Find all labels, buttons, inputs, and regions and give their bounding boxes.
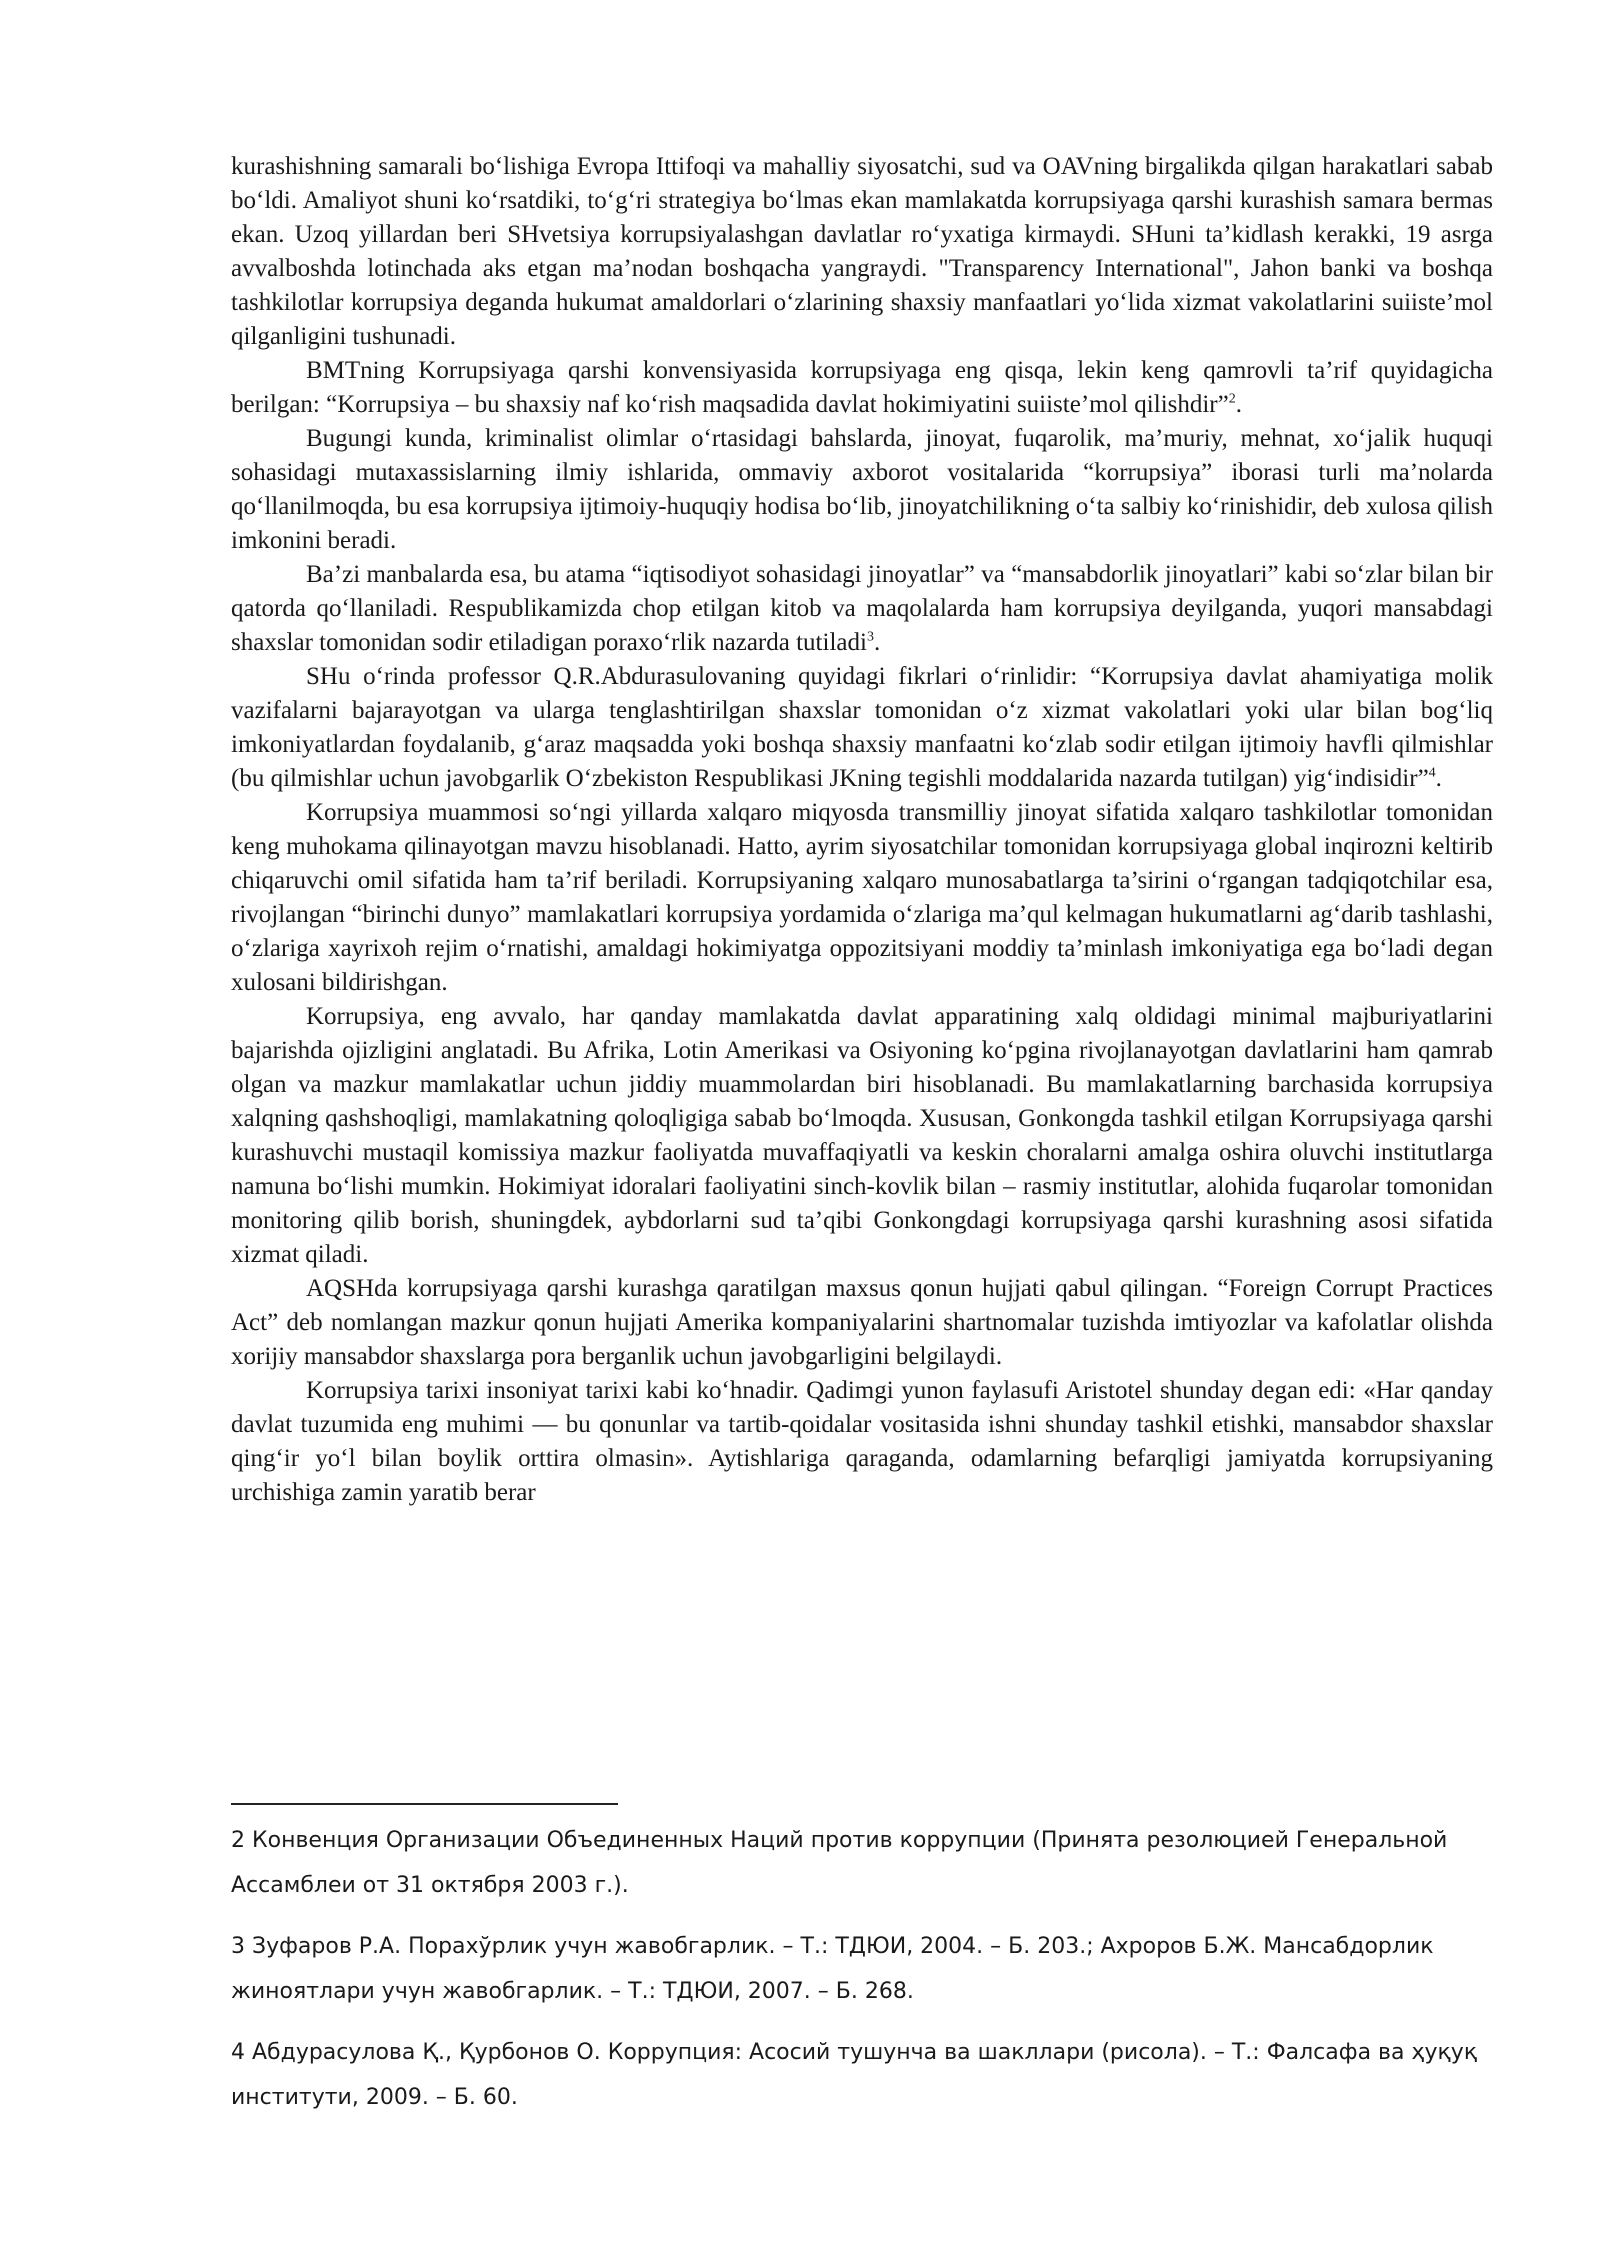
footnote-ref-4[interactable]: 4 [1428, 765, 1436, 781]
paragraph-3: Bugungi kunda, kriminalist olimlar o‘rtasidagi bahslarda, jinoyat, fuqarolik, ma’muriy, mehnat, xo‘jalik huquqi sohasidagi mutaxassislarning ilmiy ishlarida, ommaviy axborot vositalarida “korrupsiya” iborasi turli ma’nolarda qo‘llanilmoqda, bu esa korrupsiya ijtimoiy-huquqiy hodisa bo‘lib, jinoyatchilikning o‘ta salbiy ko‘rinishidir, deb xulosa qilish imkonini beradi. [231, 425, 1493, 554]
footnotes [231, 1818, 1511, 2136]
footnote-2: 2 Конвенция Организации Объединенных Наций против коррупции (Принята резолюцией Генеральной Ассамблеи от 31 октября 2003 г.). [231, 1828, 1448, 1898]
footnote-ref-2[interactable]: 2 [1228, 391, 1236, 407]
footnote-ref-3[interactable]: 3 [866, 629, 874, 645]
paragraph-7: Korrupsiya, eng avvalo, har qanday mamlakatda davlat apparatining xalq oldidagi minimal majburiyatlarini bajarishda ojizligini anglatadi. Bu Afrika, Lotin Amerikasi va Osiyoning ko‘pgina rivojlanayotgan davlatlarini ham qamrab olgan va mazkur mamlakatlar uchun jiddiy muammolardan biri hisoblanadi. Bu mamlakatlarning barchasida korrupsiya xalqning qashshoqligi, mamlakatning qoloqligiga sabab bo‘lmoqda. Xususan, Gonkongda tashkil etilgan Korrupsiyaga qarshi kurashuvchi mustaqil komissiya mazkur faoliyatda muvaffaqiyatli va keskin choralarni amalga oshira oluvchi institutlarga namuna bo‘lishi mumkin. Hokimiyat idoralari faoliyatini sinch-kovlik bilan – rasmiy institutlar, alohida fuqarolar tomonidan monitoring qilib borish, shuningdek, aybdorlarni sud ta’qibi Gonkongdagi korrupsiyaga qarshi kurashning asosi sifatida xizmat qiladi. [231, 1003, 1493, 1268]
paragraph-1: kurashishning samarali bo‘lishiga Evropa Ittifoqi va mahalliy siyosatchi, sud va OAVning birgalikda qilgan harakatlari sabab bo‘ldi. Amaliyot shuni ko‘rsatdiki, to‘g‘ri strategiya bo‘lmas ekan mamlakatda korrupsiyaga qarshi kurashish samara bermas ekan. Uzoq yillardan beri SHvetsiya korrupsiyalashgan davlatlar ro‘yxatiga kirmaydi. SHuni ta’kidlash kerakki, 19 asrga avvalboshda lotinchada aks etgan ma’nodan boshqacha yangraydi. "Transparency International", Jahon banki va boshqa tashkilotlar korrupsiya deganda hukumat amaldorlari o‘zlarining shaxsiy manfaatlari yo‘lida xizmat vakolatlarini suiiste’mol qilganligini tushunadi. [231, 153, 1493, 350]
body-text [231, 150, 1493, 1510]
footnote-4: 4 Абдурасулова Қ., Қурбонов О. Коррупция: Асосий тушунча ва шакллари (рисола). – Т.: Фалсафа ва ҳуқуқ институти, 2009. – Б. 60. [231, 2040, 1478, 2110]
paragraph-2: BMTning Korrupsiyaga qarshi konvensiyasida korrupsiyaga eng qisqa, lekin keng qamrovli ta’rif quyidagicha berilgan: “Korrupsiya – bu shaxsiy naf ko‘rish maqsadida davlat hokimiyatini suiiste’mol qilishdir”$^2$. [231, 357, 1493, 418]
paragraph-8: AQSHda korrupsiyaga qarshi kurashga qaratilgan maxsus qonun hujjati qabul qilingan. “Foreign Corrupt Practices Act” deb nomlangan mazkur qonun hujjati Amerika kompaniyalarini shartnomalar tuzishda imtiyozlar va kafolatlar olishda xorijiy mansabdor shaxslarga pora berganlik uchun javobgarligini belgilaydi. [231, 1275, 1493, 1370]
footnote-3: 3 Зуфаров Р.А. Порахўрлик учун жавобгарлик. – Т.: ТДЮИ, 2004. – Б. 203.; Ахроров Б.Ж. Мансабдорлик жиноятлари учун жавобгарлик. – Т.: ТДЮИ, 2007. – Б. 268. [231, 1934, 1434, 2004]
paragraph-5: SHu o‘rinda professor Q.R.Abdurasulovaning quyidagi fikrlari o‘rinlidir: “Korrupsiya davlat ahamiyatiga molik vazifalarni bajarayotgan va ularga tenglashtirilgan shaxslar tomonidan o‘z xizmat vakolatlari yoki ular bilan bog‘liq imkoniyatlardan foydalanib, g‘araz maqsadda yoki boshqa shaxsiy manfaatni ko‘zlab sodir etilgan ijtimoiy havfli qilmishlar (bu qilmishlar uchun javobgarlik O‘zbekiston Respublikasi JKning tegishli moddalarida nazarda tutilgan) yig‘indisidir”$^4$. [231, 663, 1493, 792]
paragraph-4: Ba’zi manbalarda esa, bu atama “iqtisodiyot sohasidagi jinoyatlar” va “mansabdorlik jinoyatlari” kabi so‘zlar bilan bir qatorda qo‘llaniladi. Respublikamizda chop etilgan kitob va maqolalarda ham korrupsiya deyilganda, yuqori mansabdagi shaxslar tomonidan sodir etiladigan poraxo‘rlik nazarda tutiladi$^3$. [231, 561, 1493, 656]
footnote-separator [231, 1803, 618, 1805]
paragraph-6: Korrupsiya muammosi so‘ngi yillarda xalqaro miqyosda transmilliy jinoyat sifatida xalqaro tashkilotlar tomonidan keng muhokama qilinayotgan mavzu hisoblanadi. Hatto, ayrim siyosatchilar tomonidan korrupsiyaga global inqirozni keltirib chiqaruvchi omil sifatida ham ta’rif beriladi. Korrupsiyaning xalqaro munosabatlarga ta’sirini o‘rgangan tadqiqotchilar esa, rivojlangan “birinchi dunyo” mamlakatlari korrupsiya yordamida o‘zlariga ma’qul kelmagan hukumatlarni ag‘darib tashlashi, o‘zlariga xayrixoh rejim o‘rnatishi, amaldagi hokimiyatga oppozitsiyani moddiy ta’minlash imkoniyatiga ega bo‘ladi degan xulosani bildirishgan. [231, 799, 1493, 996]
paragraph-9: Korrupsiya tarixi insoniyat tarixi kabi ko‘hnadir. Qadimgi yunon faylasufi Aristotel shunday degan edi: «Har qanday davlat tuzumida eng muhimi — bu qonunlar va tartib-qoidalar vositasida ishni shunday tashkil etishki, mansabdor shaxslar qing‘ir yo‘l bilan boylik orttira olmasin». Aytishlariga qaraganda, odamlarning befarqligi jamiyatda korrupsiyaning urchishiga zamin yaratib berar [231, 1377, 1493, 1506]
